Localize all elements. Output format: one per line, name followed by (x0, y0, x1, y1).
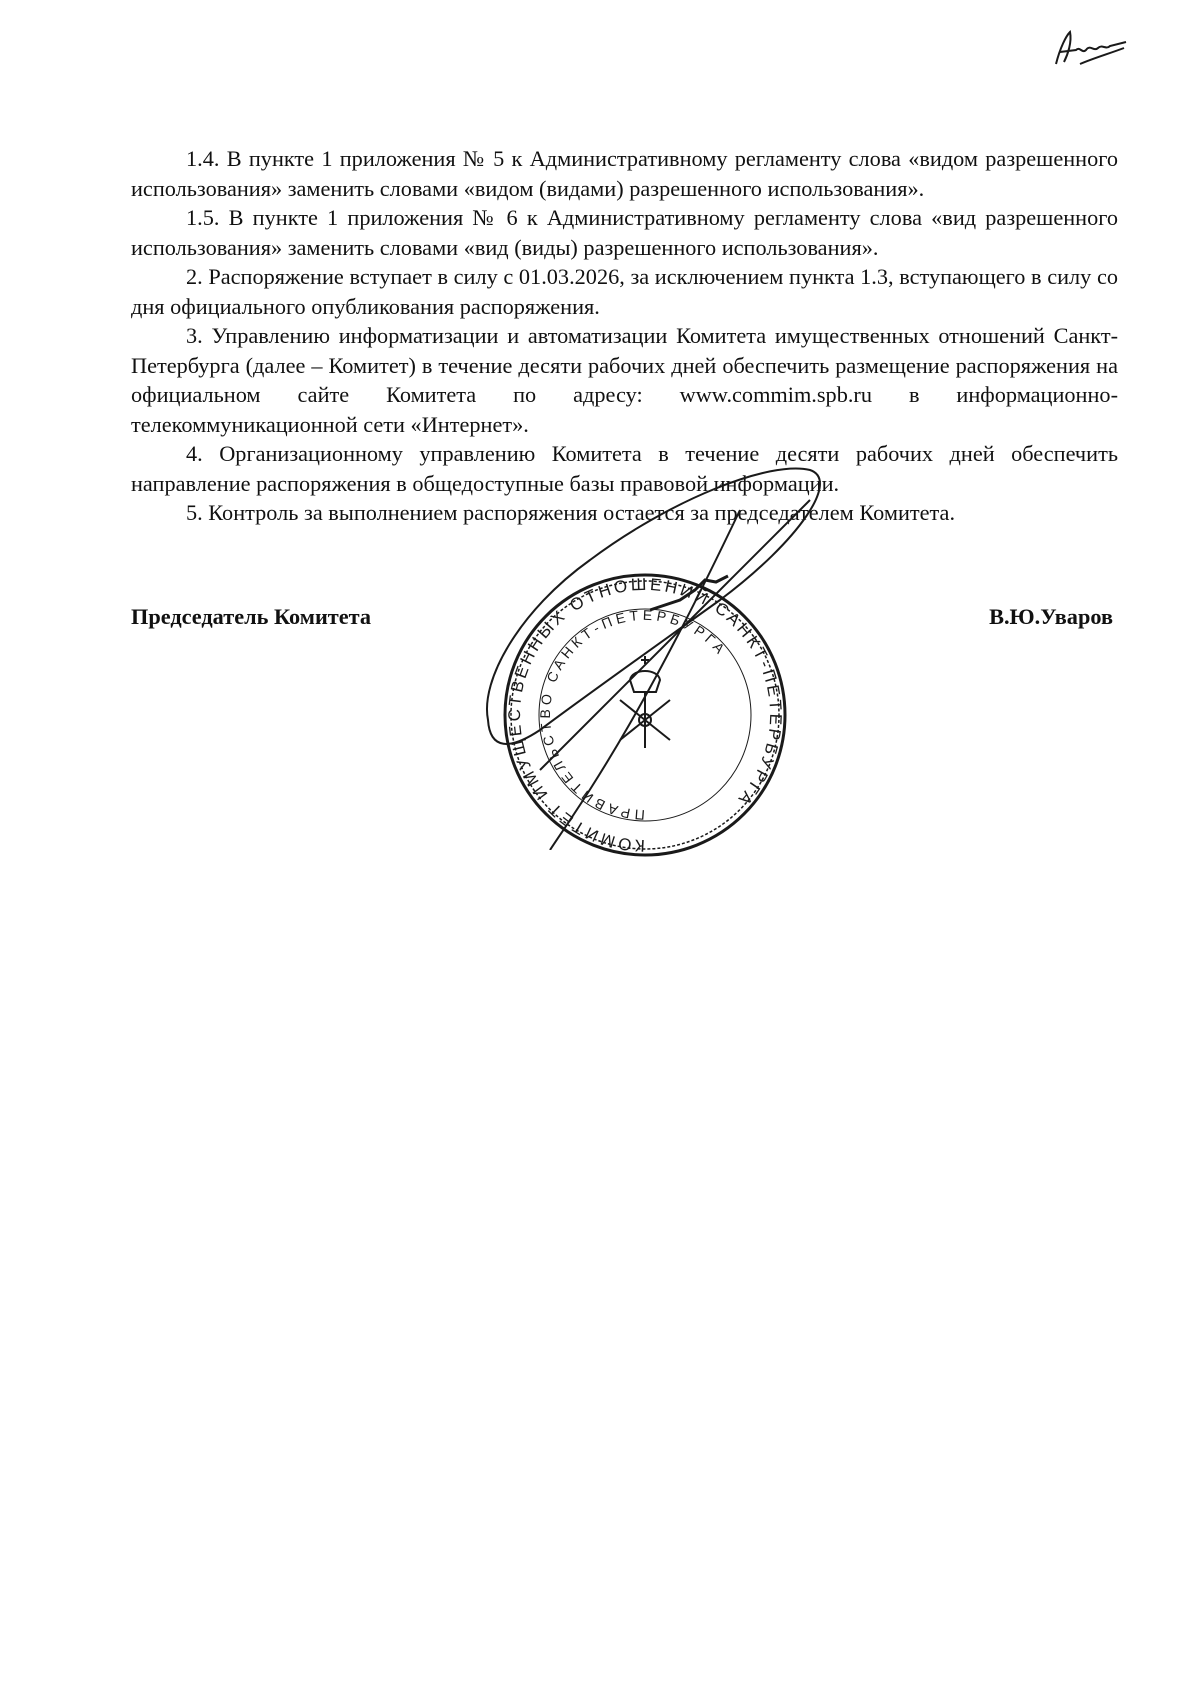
paragraph-3: 3. Управлению информатизации и автоматизации Комитета имущественных отношений Санкт-Петербурга (далее – Комитет) в течение десяти рабочих дней обеспечить размещение распоряжения на официальном сайте Комитета по адресу: www.commim.spb.ru в информационно-телекоммуникационной сети «Интернет». (131, 323, 1118, 437)
paragraph-5: 5. Контроль за выполнением распоряжения остается за председателем Комитета. (186, 500, 956, 525)
signer-title: Председатель Комитета (131, 604, 372, 629)
handwritten-initials (1050, 28, 1130, 70)
paragraph-1-4: 1.4. В пункте 1 приложения № 5 к Административному регламенту слова «видом разрешенного использования» заменить словами «видом (видами) разрешенного использования». (131, 146, 1118, 201)
paragraph-4: 4. Организационному управлению Комитета в течение десяти рабочих дней обеспечить направление распоряжения в общедоступные базы правовой информации. (131, 441, 1118, 496)
signer-name: В.Ю.Уваров (989, 604, 1113, 629)
handwritten-signature (480, 430, 900, 850)
seal-outer-text: КОМИТЕТ ИМУЩЕСТВЕННЫХ ОТНОШЕНИЙ САНКТ-ПЕТЕРБУРГА (504, 574, 786, 856)
seal-inner-text: ПРАВИТЕЛЬСТВО САНКТ-ПЕТЕРБУРГА (536, 606, 731, 824)
paragraph-2: 2. Распоряжение вступает в силу с 01.03.2026, за исключением пункта 1.3, вступающего в силу со дня официального опубликования распоряжения. (131, 264, 1118, 319)
paragraph-1-5: 1.5. В пункте 1 приложения № 6 к Административному регламенту слова «вид разрешенного использования» заменить словами «вид (виды) разрешенного использования». (131, 205, 1118, 260)
